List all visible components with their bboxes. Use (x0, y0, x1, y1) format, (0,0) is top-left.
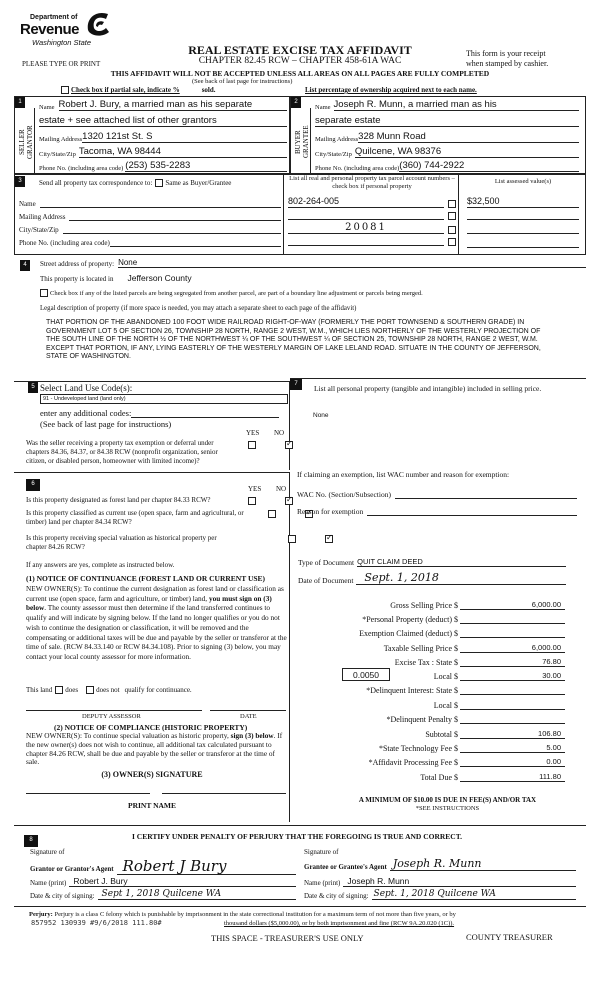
personal-property-checkbox[interactable] (448, 238, 456, 246)
buyer-name-field[interactable]: Joseph R. Munn, a married man as his (334, 99, 579, 111)
does-not-checkbox[interactable] (86, 686, 94, 694)
forest-land-question: Is this property designated as forest land per chapter 84.33 RCW? (26, 496, 211, 504)
section-number-8: 8 (24, 835, 38, 847)
current-use-yes-checkbox[interactable] (268, 510, 276, 518)
seller-mailing-label: Mailing Address (39, 136, 83, 143)
located-row (40, 273, 192, 283)
tax-row-label: Local $ (433, 701, 458, 710)
please-type: PLEASE TYPE OR PRINT (22, 60, 101, 68)
completion-warning: THIS AFFIDAVIT WILL NOT BE ACCEPTED UNLESS ALL AREAS ON ALL PAGES ARE FULLY COMPLETED (110, 69, 490, 78)
segregated-row (40, 289, 423, 297)
tax-row (300, 741, 565, 753)
no-header-6: NO (276, 485, 287, 493)
reason-label: Reason for exemption (297, 507, 364, 516)
notice-compliance-bold: sign (3) below (230, 731, 274, 740)
grantor-signature-label-1: Signature of (30, 848, 65, 856)
tax-row-value[interactable]: 106.80 (460, 729, 565, 739)
grantor-name-row (30, 876, 296, 887)
buyer-label: BUYER (294, 130, 302, 154)
personal-property-checkbox[interactable] (448, 200, 456, 208)
grantee-signature-row (304, 857, 576, 871)
tax-row-value[interactable]: 6,000.00 (460, 600, 565, 610)
reason-field[interactable] (367, 507, 577, 516)
does-checkbox[interactable] (55, 686, 63, 694)
section-number-2: 2 (291, 97, 301, 108)
tax-row-value[interactable] (460, 637, 565, 638)
no-header: NO (274, 429, 285, 437)
tax-row-label: *Affidavit Processing Fee $ (368, 758, 458, 767)
same-as-buyer-checkbox[interactable] (155, 179, 163, 187)
tax-row (300, 655, 565, 667)
deputy-assessor-label: DEPUTY ASSESSOR (82, 713, 141, 720)
street-address-label: Street address of property: (40, 260, 115, 268)
grantee-signature-field[interactable]: Joseph R. Munn (390, 857, 576, 871)
personal-property-checkbox[interactable] (448, 212, 456, 220)
grantee-date-field[interactable]: Sept. 1, 2018 Quilcene WA (372, 889, 576, 900)
land-use-see-back: (See back of last page for instructions) (40, 419, 172, 429)
parcel-row (288, 196, 456, 208)
wac-label: WAC No. (Section/Subsection) (297, 490, 391, 499)
form-subtitle: CHAPTER 82.45 RCW – CHAPTER 458-61A WAC (198, 56, 402, 66)
land-use-select[interactable]: 91 - Undeveloped land (land only) (40, 394, 288, 404)
section-8-signatures (14, 825, 586, 907)
buyer-name-label: Name (315, 104, 331, 111)
section-number-7: 7 (290, 379, 302, 390)
buyer-phone-row (315, 160, 579, 172)
segregated-label: Check box if any of the listed parcels are being segregated from another parcel, are part of a boundary line adjustment or parcels being merged. (50, 290, 423, 297)
section-8-bottom-rule (14, 906, 586, 907)
deputy-date-label: DATE (240, 713, 257, 720)
section-number-4: 4 (20, 260, 30, 271)
assessed-field[interactable] (467, 238, 579, 248)
logo-line3: Washington State (32, 38, 92, 47)
logo-line1: Department of (30, 14, 78, 21)
local-rate-box[interactable]: 0.0050 (342, 668, 390, 681)
section-1-seller (14, 96, 290, 175)
buyer-phone-field[interactable]: (360) 744-2922 (399, 160, 579, 172)
buyer-name-row-2 (315, 115, 579, 127)
yes-header-6: YES (248, 485, 262, 493)
located-county[interactable]: Jefferson County (127, 273, 192, 283)
parcel-row (288, 236, 456, 246)
legal-description[interactable]: THAT PORTION OF THE ABANDONED 100 FOOT WIDE RAILROAD RIGHT-OF-WAY (FORMERLY THE PORT TOWNSEND & SOUTHERN GRADE) IN GOVERNMENT LOT 5 OF SECTION 26, TOWNSHIP 28 NORTH, RANGE 2 WEST, W.M., WHICH LIES NORTHERLY OF THE WESTERLY PROJECTION OF THE SOUTH LINE OF THE NORTH ½ OF THE NORTHWEST ¼ OF THE SOUTHWEST ¼ OF SECTION 25, TOWNSHIP 28 NORTH, RANGE 2 WEST, W.M. EXCEPT THAT PORTION, IF ANY, LYING EASTERLY OF THE WESTERLY MARGIN OF LAKE LELAND ROAD. SITUATE IN THE COUNTY OF JEFFERSON, STATE OF WASHINGTON. (46, 319, 541, 361)
form-title: REAL ESTATE EXCISE TAX AFFIDAVIT (188, 43, 412, 57)
tax-row (300, 669, 565, 681)
corr-city-row (19, 225, 281, 234)
document-type-row (298, 557, 566, 567)
parcel-field[interactable] (288, 210, 444, 220)
buyer-mailing-field[interactable]: 328 Munn Road (358, 131, 579, 143)
notice-continuance-text-b: . The county assessor must then determine if the land transferred continues to qualify and will indicate by signing below. If the land no longer qualifies or you do not wish to continue the designation or classification, it will be removed and the compensating or additional taxes will be due and payable by the seller or transferor at the time of sale. (RCW 84.33.140 or RCW 84.34.108). Prior to signing (3) below, you may contact your local county assessor for more information. (26, 603, 287, 661)
buyer-city-field[interactable]: Quilcene, WA 98376 (355, 146, 579, 158)
section-5-land-use (14, 381, 290, 470)
tax-row (300, 683, 565, 695)
grantor-name-field[interactable]: Robert J. Bury (69, 876, 296, 887)
parcel-field[interactable] (288, 236, 444, 246)
corr-phone-row (19, 238, 281, 247)
exemption-claim-label: If claiming an exemption, list WAC number and reason for exemption: (297, 470, 510, 479)
perjury-note (29, 911, 589, 918)
current-use-question: Is this property classified as current use (open space, farm and agricultural, or timber) land per chapter 84.34 RCW? (26, 509, 244, 526)
tax-row (300, 727, 565, 739)
section-number-1: 1 (15, 97, 25, 108)
grantee-date-label: Date & city of signing: (304, 892, 369, 900)
grantor-label: GRANTOR (26, 125, 34, 159)
partial-sale-checkbox[interactable] (61, 86, 69, 94)
partial-sale-row (61, 86, 216, 94)
assessed-column (461, 174, 585, 254)
personal-property-checkbox[interactable] (448, 226, 456, 234)
buyer-phone-label: Phone No. (including area code) (315, 165, 400, 172)
owner-signature-label: (3) OWNER(S) SIGNATURE (101, 770, 203, 779)
seller-name-field-2[interactable]: estate + see attached list of other grantors (39, 115, 287, 127)
tax-row (300, 755, 565, 767)
tax-row-value[interactable]: 6,000.00 (460, 643, 565, 653)
seller-city-field[interactable]: Tacoma, WA 98444 (79, 146, 287, 158)
tax-row-value[interactable] (460, 723, 565, 724)
see-instructions-note: *SEE INSTRUCTIONS (415, 805, 480, 812)
continuance-qualify-row (26, 686, 192, 694)
tax-row-value[interactable] (460, 623, 565, 624)
grantor-date-field[interactable]: Sept 1, 2018 Quilcene WA (98, 889, 296, 900)
exemption-block (292, 470, 586, 550)
section-2-buyer (290, 96, 586, 175)
does-label: does (65, 686, 79, 694)
street-address-row (40, 258, 586, 268)
corr-city-label: City/State/Zip (19, 226, 59, 234)
yes-header: YES (246, 429, 260, 437)
qualify-label: qualify for continuance. (124, 686, 192, 694)
section-6-designation (14, 472, 290, 822)
assessed-field[interactable] (467, 224, 579, 234)
assessed-header: List assessed value(s) (494, 178, 552, 185)
buyer-city-label: City/State/Zip (315, 151, 352, 158)
tax-row-label: Total Due $ (420, 773, 458, 782)
does-not-label: does not (96, 686, 120, 694)
tax-row-label: *State Technology Fee $ (378, 744, 458, 753)
assessed-field[interactable]: $32,500 (467, 196, 579, 208)
notice-compliance-text-a: NEW OWNER(S): To continue special valuation as historic property, (26, 731, 229, 740)
exemption-question: Was the seller receiving a property tax exemption or deferral under chapters 84.36, 84.37, or 84.38 RCW (nonprofit organization, senior citizen, or disabled person, homeowner with limited income)? (26, 439, 218, 465)
deputy-assessor-line[interactable] (26, 710, 202, 711)
segregated-checkbox[interactable] (40, 289, 48, 297)
corr-name-row (19, 199, 281, 208)
tax-row (300, 641, 565, 653)
corr-mailing-field[interactable] (69, 212, 281, 221)
personal-property-label: List all personal property (tangible and intangible) included in selling price. (314, 384, 542, 393)
corr-mailing-label: Mailing Address (19, 213, 66, 221)
tax-row-value[interactable]: 5.00 (460, 743, 565, 753)
corr-name-field[interactable] (40, 199, 281, 208)
parcel-field[interactable]: 20081 (288, 222, 444, 234)
corr-name-label: Name (19, 200, 36, 208)
tax-row-value[interactable]: 76.80 (460, 657, 565, 667)
notice-continuance-text-a: NEW OWNER(S): To continue the current designation as forest land or classification as current use (open space, farm and agriculture, or timber) land, (26, 584, 284, 603)
parcel-field[interactable]: 802-264-005 (288, 196, 444, 208)
seller-mailing-field[interactable]: 1320 121st St. S (82, 131, 287, 143)
forest-yes-checkbox[interactable] (248, 497, 256, 505)
seller-phone-field[interactable]: (253) 535-2283 (125, 160, 287, 172)
street-address-field[interactable]: None (118, 258, 586, 268)
notice-continuance-bold: you must sign on (3) below (26, 593, 272, 613)
tax-row-label: Exemption Claimed (deduct) $ (359, 629, 458, 638)
perjury-bold: Perjury: (29, 911, 53, 918)
corr-mailing-row (19, 212, 281, 221)
document-type-field[interactable]: QUIT CLAIM DEED (357, 557, 566, 567)
grantor-date-label: Date & city of signing: (30, 892, 95, 900)
tax-row-label: Subtotal $ (425, 730, 458, 739)
buyer-mailing-label: Mailing Address (315, 136, 359, 143)
seller-phone-label: Phone No. (including area code) (39, 165, 124, 172)
grantor-date-row (30, 889, 296, 900)
grantor-signature-field[interactable]: Robert J Bury (117, 859, 296, 875)
grantee-name-field[interactable]: Joseph R. Munn (343, 876, 576, 887)
tax-row-label: Gross Selling Price $ (390, 601, 458, 610)
grantee-date-row (304, 889, 576, 900)
send-to-label: Send all property tax correspondence to: (39, 179, 153, 187)
buyer-name-field-2[interactable]: separate estate (315, 115, 579, 127)
section-3-correspondence (14, 173, 586, 255)
legal-description-label: Legal description of property (if more space is needed, you may attach a separate sheet to each page of the affidavit) (40, 305, 357, 312)
grantor-signature-label-2: Grantor or Grantor's Agent (30, 865, 114, 873)
exemption-yes-checkbox[interactable] (248, 441, 256, 449)
corr-city-field[interactable] (63, 225, 281, 234)
additional-codes-field[interactable] (131, 409, 279, 418)
additional-codes-label: enter any additional codes: (40, 408, 132, 418)
parcel-header: List all real and personal property tax parcel account numbers – check box if personal property (289, 175, 455, 190)
wave-swirl-logo-icon (84, 10, 112, 36)
select-land-use-label: Select Land Use Code(s): (40, 383, 133, 393)
tax-row (300, 712, 565, 724)
ownership-note: List percentage of ownership acquired next to each name. (305, 86, 477, 94)
tax-row-value[interactable]: 30.00 (460, 671, 565, 681)
same-as-buyer-label: Same as Buyer/Grantee (165, 179, 232, 187)
notice-continuance-title: (1) NOTICE OF CONTINUANCE (FOREST LAND OR CURRENT USE) (26, 574, 266, 583)
seller-name-field[interactable]: Robert J. Bury, a married man as his separate (59, 99, 287, 111)
wac-row (297, 490, 577, 499)
notice-compliance-text-b: . If the new owner(s) does not wish to continue, all additional tax calculated pursuant to chapter 84.26 RCW, shall be due and payable by the seller or transferor at the time of sale. (26, 731, 283, 767)
parcel-row (288, 222, 456, 234)
tax-row (300, 770, 565, 782)
notice-compliance-title: (2) NOTICE OF COMPLIANCE (HISTORIC PROPERTY) (54, 723, 248, 732)
owner-signature-line[interactable] (26, 793, 150, 794)
perjury-text: Perjury is a class C felony which is punishable by imprisonment in the state correctional institution for a maximum term of not more than five years, or by (54, 911, 456, 918)
certify-statement: I CERTIFY UNDER PENALTY OF PERJURY THAT THE FOREGOING IS TRUE AND CORRECT. (132, 832, 463, 841)
section-number-5: 5 (28, 382, 38, 393)
minimum-due-note: A MINIMUM OF $10.00 IS DUE IN FEE(S) AND/OR TAX (358, 796, 537, 804)
located-label: This property is located in (40, 275, 114, 283)
tax-row-label: Excise Tax : State $ (394, 658, 458, 667)
grantee-signature-label-1: Signature of (304, 848, 339, 856)
corr-phone-label: Phone No. (including area code) (19, 239, 110, 247)
logo-line2: Revenue (20, 21, 80, 38)
seller-city-label: City/State/Zip (39, 151, 76, 158)
assessed-field[interactable] (467, 210, 579, 220)
tax-row (300, 598, 565, 610)
seller-name-row-2 (39, 115, 287, 127)
deputy-date-line[interactable] (210, 710, 286, 711)
parcel-column (283, 174, 459, 254)
tax-row (300, 626, 565, 638)
grantee-signature-label-2: Grantee or Grantee's Agent (304, 863, 387, 871)
tax-row-label: *Personal Property (deduct) $ (362, 615, 458, 624)
tax-row-label: Taxable Selling Price $ (383, 644, 458, 653)
section-7-personal-property (290, 378, 586, 468)
tax-row-value[interactable] (460, 694, 565, 695)
tax-row-label: Local $ (433, 672, 458, 681)
tax-row-label: *Delinquent Interest: State $ (366, 686, 458, 695)
receipt-note-1: This form is your receipt (466, 49, 546, 58)
reason-row (297, 507, 577, 516)
personal-property-value[interactable]: None (313, 412, 329, 419)
section-4-property (14, 256, 586, 376)
seller-name-row (39, 99, 287, 111)
perjury-note-2: thousand dollars ($5,000.00), or by both imprisonment and fine (RCW 9A.20.020 (1C)). (224, 920, 455, 927)
grantor-signature-row (30, 857, 296, 873)
notice-compliance-text (26, 732, 288, 767)
parcel-row (288, 210, 456, 220)
cashier-stamp: 857952 130939 #9/6/2018 111.80# (31, 919, 162, 927)
wac-field[interactable] (395, 490, 577, 499)
if-yes-instruction: If any answers are yes, complete as instructed below. (26, 561, 175, 569)
seller-label: SELLER (18, 129, 26, 155)
additional-codes-row (40, 408, 279, 418)
seller-mailing-row (39, 131, 287, 143)
partial-sale-label: Check box if partial sale, indicate % (71, 86, 180, 94)
grantee-name-label: Name (print) (304, 879, 341, 887)
seller-phone-row (39, 160, 287, 172)
buyer-city-row (315, 146, 579, 158)
tax-row-value[interactable] (460, 709, 565, 710)
this-land-label: This land (26, 686, 53, 694)
document-date-row (298, 571, 566, 585)
document-type-label: Type of Document (298, 558, 355, 567)
corr-phone-field[interactable] (110, 238, 281, 247)
tax-row-label: *Delinquent Penalty $ (386, 715, 458, 724)
tax-row-value[interactable]: 0.00 (460, 757, 565, 767)
notice-continuance-text (26, 584, 288, 662)
section-number-6: 6 (26, 479, 40, 491)
send-to-row (39, 179, 231, 187)
document-date-label: Date of Document (298, 576, 354, 585)
grantor-name-label: Name (print) (30, 879, 67, 887)
treasurer-space-label: THIS SPACE - TREASURER'S USE ONLY (211, 933, 364, 943)
buyer-name-row (315, 99, 579, 111)
tax-row (300, 612, 565, 624)
section-number-3: 3 (15, 176, 25, 187)
receipt-note-2: when stamped by cashier. (466, 59, 549, 68)
tax-row (300, 698, 565, 710)
print-name-label: PRINT NAME (128, 801, 176, 810)
historical-question: Is this property receiving special valuation as historical property per chapter 84.26 RCW? (26, 534, 217, 551)
partial-sale-sold: sold. (201, 86, 216, 94)
seller-name-label: Name (39, 104, 55, 111)
grantee-name-row (304, 876, 576, 887)
owner-signature-line-2[interactable] (162, 793, 286, 794)
see-back-note: (See back of last page for instructions) (192, 78, 293, 85)
county-treasurer-label: COUNTY TREASURER (466, 932, 553, 942)
tax-row-value[interactable]: 111.80 (460, 772, 565, 782)
document-date-field[interactable]: Sept. 1, 2018 (356, 571, 566, 585)
grantee-label: GRANTEE (302, 125, 310, 159)
seller-city-row (39, 146, 287, 158)
buyer-mailing-row (315, 131, 579, 143)
